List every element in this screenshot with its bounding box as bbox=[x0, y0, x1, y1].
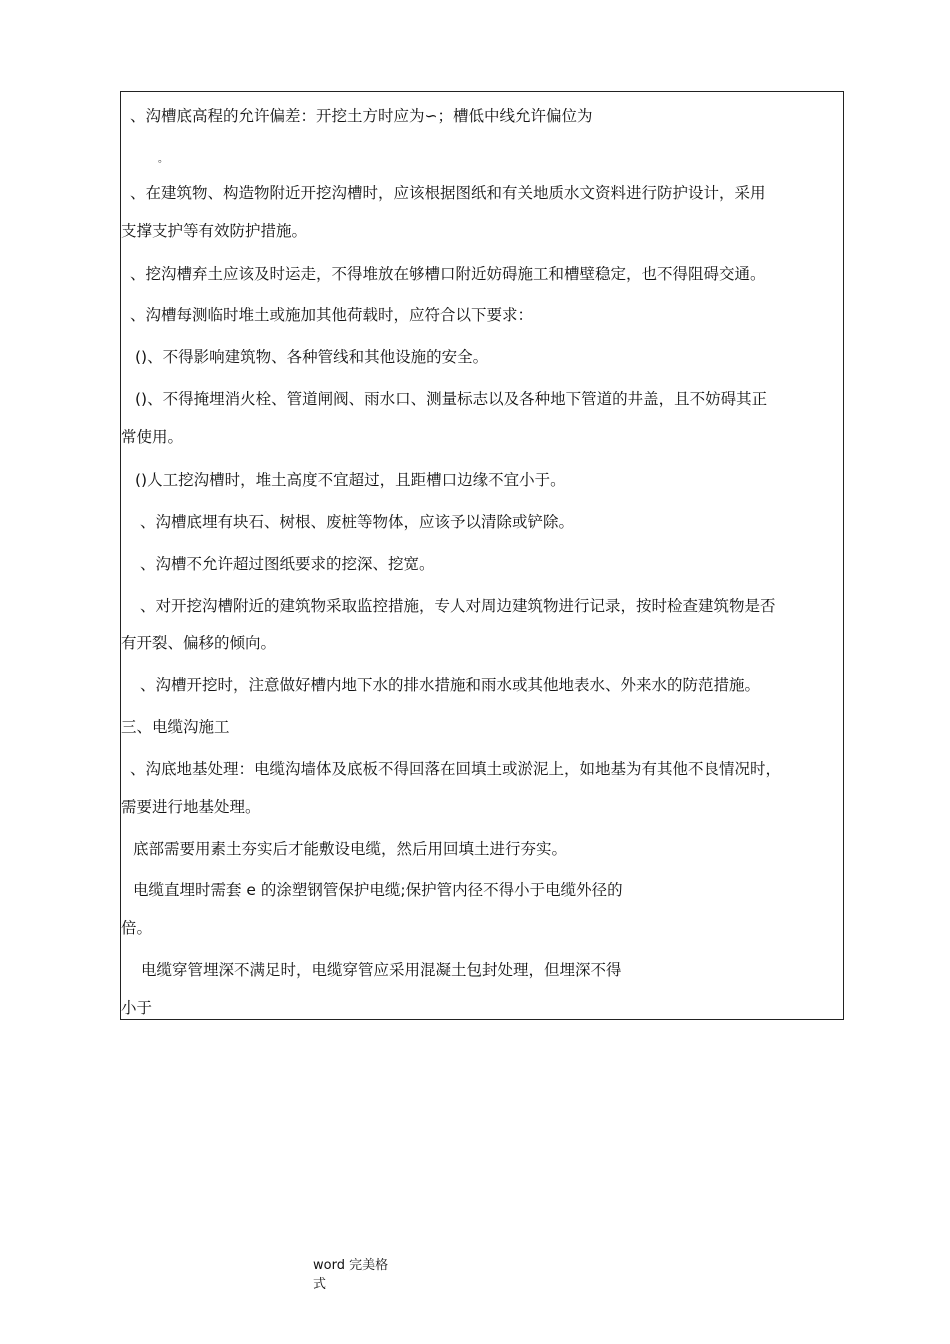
text-line: 有开裂、偏移的倾向。 bbox=[121, 634, 277, 652]
text-line: ()人工挖沟槽时，堆土高度不宜超过，且距槽口边缘不宜小于。 bbox=[135, 471, 566, 489]
text-line: 常使用。 bbox=[121, 428, 184, 446]
text-line: 电缆直埋时需套 e 的涂塑钢管保护电缆;保护管内径不得小于电缆外径的 bbox=[133, 881, 623, 899]
text-line: 。 bbox=[158, 154, 168, 165]
footer-line-2: 式 bbox=[313, 1277, 327, 1292]
text-line: 支撑支护等有效防护措施。 bbox=[121, 222, 308, 240]
text-line: 小于 bbox=[121, 999, 153, 1017]
text-line: 、在建筑物、构造物附近开挖沟槽时，应该根据图纸和有关地质水文资料进行防护设计，采用 bbox=[130, 184, 766, 202]
text-line: 底部需要用素土夯实后才能敷设电缆，然后用回填土进行夯实。 bbox=[133, 840, 568, 858]
text-line: ()、不得掩埋消火栓、管道闸阀、雨水口、测量标志以及各种地下管道的井盖，且不妨碍其正 bbox=[135, 390, 768, 408]
text-line: 倍。 bbox=[121, 919, 153, 937]
text-line: 、沟槽底高程的允许偏差：开挖土方时应为∽；槽低中线允许偏位为 bbox=[130, 107, 593, 125]
text-line: 、挖沟槽弃土应该及时运走，不得堆放在够槽口附近妨碍施工和槽壁稳定，也不得阻碍交通。 bbox=[130, 265, 766, 283]
text-line: 需要进行地基处理。 bbox=[121, 798, 261, 816]
page-footer bbox=[313, 1256, 388, 1294]
text-line: 、沟槽不允许超过图纸要求的挖深、挖宽。 bbox=[140, 555, 435, 573]
text-line: 、对开挖沟槽附近的建筑物采取监控措施，专人对周边建筑物进行记录，按时检查建筑物是否 bbox=[140, 597, 776, 615]
text-line: 、沟槽底埋有块石、树根、废桩等物体，应该予以清除或铲除。 bbox=[140, 513, 575, 531]
section-heading: 三、电缆沟施工 bbox=[121, 718, 230, 736]
text-line: 、沟槽每测临时堆土或施加其他荷载时，应符合以下要求： bbox=[130, 306, 534, 324]
footer-line-1: word 完美格 bbox=[313, 1258, 389, 1273]
text-line: 、沟底地基处理：电缆沟墙体及底板不得回落在回填土或淤泥上，如地基为有其他不良情况时， bbox=[130, 760, 782, 778]
text-line: 、沟槽开挖时，注意做好槽内地下水的排水措施和雨水或其他地表水、外来水的防范措施。 bbox=[140, 676, 761, 694]
text-line: ()、不得影响建筑物、各种管线和其他设施的安全。 bbox=[135, 348, 489, 366]
text-line: 电缆穿管埋深不满足时，电缆穿管应采用混凝土包封处理，但埋深不得 bbox=[141, 961, 622, 979]
